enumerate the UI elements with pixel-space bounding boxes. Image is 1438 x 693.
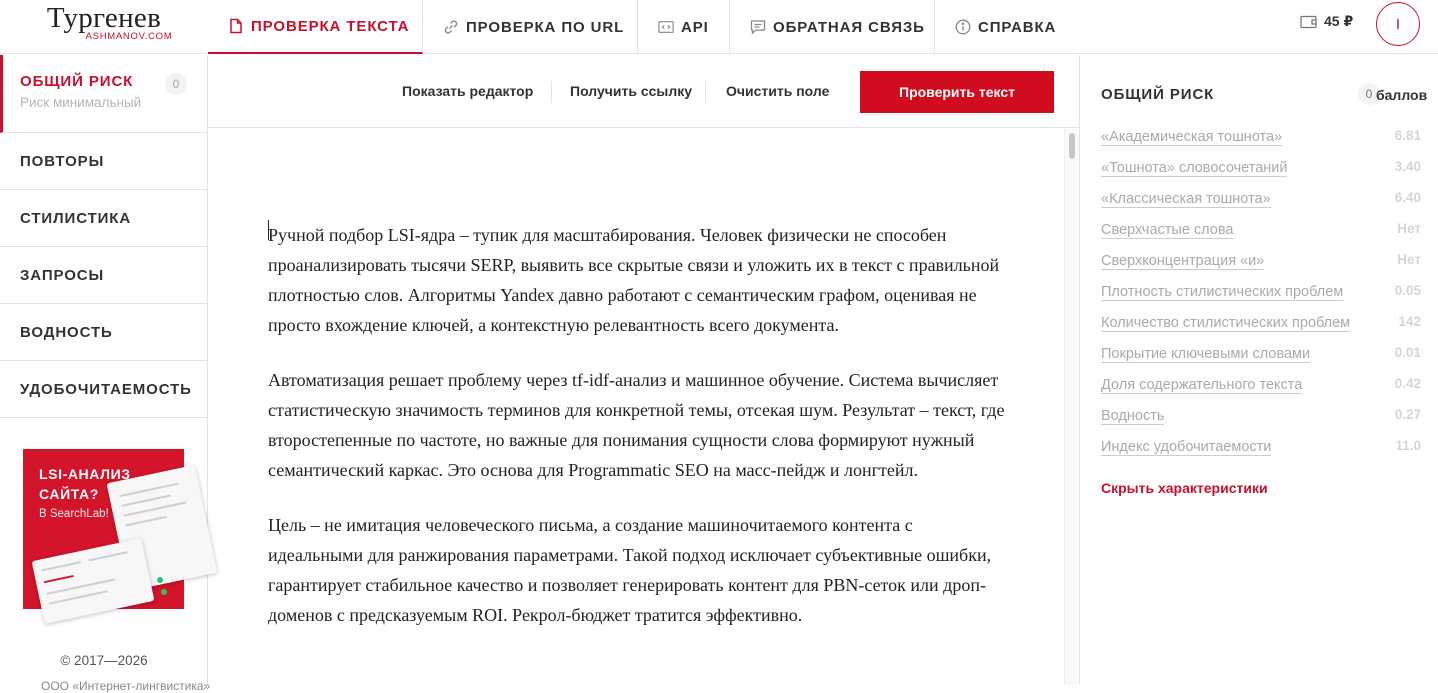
balance[interactable] bbox=[1300, 13, 1353, 30]
sidebar-item-stylistics[interactable]: СТИЛИСТИКА bbox=[0, 190, 207, 247]
banner-dot bbox=[161, 589, 167, 595]
metric-row bbox=[1101, 190, 1421, 221]
metric-value: 11.0 bbox=[1395, 438, 1421, 453]
sidebar-item-readability[interactable]: УДОБОЧИТАЕМОСТЬ bbox=[0, 361, 207, 418]
logo[interactable] bbox=[0, 0, 208, 54]
metric-name[interactable]: «Тошнота» словосочетаний bbox=[1101, 160, 1288, 176]
tab-feedback-label: ОБРАТНАЯ СВЯЗЬ bbox=[773, 18, 925, 36]
metric-row bbox=[1101, 252, 1421, 283]
banner-illustration-card bbox=[32, 538, 155, 624]
sidebar-item-wateriness[interactable]: ВОДНОСТЬ bbox=[0, 304, 207, 361]
toolbar-divider bbox=[705, 81, 706, 103]
metric-value: 0.27 bbox=[1394, 407, 1421, 422]
balance-value: 45 ₽ bbox=[1324, 13, 1354, 29]
metric-name[interactable]: Индекс удобочитаемости bbox=[1101, 439, 1272, 455]
tab-feedback[interactable] bbox=[730, 0, 935, 54]
metric-name[interactable]: Доля содержательного текста bbox=[1101, 377, 1303, 393]
tab-text-check-label: ПРОВЕРКА ТЕКСТА bbox=[251, 17, 410, 35]
sidebar-item-queries[interactable]: ЗАПРОСЫ bbox=[0, 247, 207, 304]
metric-value: Нет bbox=[1397, 252, 1421, 267]
text-content[interactable] bbox=[268, 220, 1008, 655]
metric-value: 6.40 bbox=[1394, 190, 1421, 205]
user-avatar[interactable]: I bbox=[1376, 2, 1420, 46]
tab-url-check[interactable] bbox=[423, 0, 638, 54]
link-icon bbox=[443, 19, 459, 35]
company-name: ООО «Интернет-лингвистика» bbox=[41, 679, 211, 693]
logo-subtitle: ASHMANOV.COM bbox=[85, 31, 173, 42]
metrics-title: ОБЩИЙ РИСК bbox=[1101, 86, 1215, 103]
get-link-button[interactable]: Получить ссылку bbox=[570, 83, 693, 99]
tab-text-check[interactable] bbox=[208, 0, 423, 54]
text-paragraph: Автоматизация решает проблему через tf-idf-анализ и машинное обучение. Система вычисляет статистическую значимость терминов для конкретной темы, отсекая шум. Результат – текст, где второстепенные по частоте, но важные для понимания сущности слова формируют нужный семантический каркас. Это основа для Programmatic SEO на масс-пейдж и лонгтейл. bbox=[268, 370, 1005, 480]
clear-field-button[interactable]: Очистить поле bbox=[726, 83, 830, 99]
toolbar-divider bbox=[551, 81, 552, 103]
text-paragraph: Цель – не имитация человеческого письма, а создание машиночитаемого контента с идеальными для ранжирования параметрами. Такой подход исключает субъективные ошибки, гарантирует стабильное качество и позволяет генерировать контент для PBN-сеток или дроп-доменов с предсказуемым ROI. Рекрол-бюджет тратится эффективно. bbox=[268, 515, 992, 625]
metric-row bbox=[1101, 345, 1421, 376]
document-icon bbox=[228, 18, 244, 34]
metric-row bbox=[1101, 438, 1421, 469]
editor-toolbar bbox=[208, 55, 1079, 128]
metric-row bbox=[1101, 221, 1421, 252]
metric-value: 0.05 bbox=[1394, 283, 1421, 298]
sidebar-item-repeats[interactable]: ПОВТОРЫ bbox=[0, 133, 207, 190]
metric-name[interactable]: «Академическая тошнота» bbox=[1101, 129, 1283, 145]
metric-name[interactable]: Сверхконцентрация «и» bbox=[1101, 253, 1265, 269]
editor-scrollbar[interactable] bbox=[1064, 129, 1078, 685]
metric-name[interactable]: «Классическая тошнота» bbox=[1101, 191, 1271, 207]
metrics-list bbox=[1101, 128, 1421, 469]
tab-help-label: СПРАВКА bbox=[978, 18, 1057, 36]
metric-value: 0.42 bbox=[1394, 376, 1421, 391]
top-header bbox=[0, 0, 1438, 54]
text-editor[interactable] bbox=[208, 129, 1079, 685]
tab-url-check-label: ПРОВЕРКА ПО URL bbox=[466, 18, 625, 36]
metric-name[interactable]: Покрытие ключевыми словами bbox=[1101, 346, 1311, 362]
metrics-panel bbox=[1079, 55, 1438, 685]
logo-title: Тургенев bbox=[46, 2, 162, 34]
metric-value: 6.81 bbox=[1394, 128, 1421, 143]
metric-value: Нет bbox=[1397, 221, 1421, 236]
tab-help[interactable] bbox=[935, 0, 1071, 54]
metric-row bbox=[1101, 314, 1421, 345]
metric-row bbox=[1101, 128, 1421, 159]
sidebar-risk-count: 0 bbox=[165, 73, 187, 95]
hide-metrics-link[interactable]: Скрыть характеристики bbox=[1101, 480, 1268, 496]
info-icon bbox=[955, 19, 971, 35]
metric-row bbox=[1101, 159, 1421, 190]
metric-name[interactable]: Количество стилистических проблем bbox=[1101, 315, 1351, 331]
metric-value: 0.01 bbox=[1394, 345, 1421, 360]
sidebar-item-overall-risk[interactable] bbox=[0, 55, 207, 133]
metric-row bbox=[1101, 376, 1421, 407]
code-icon bbox=[658, 19, 674, 35]
sidebar-risk-subtitle: Риск минимальный bbox=[20, 95, 142, 110]
chat-icon bbox=[750, 19, 766, 35]
banner-title: LSI-АНАЛИЗ САЙТА? bbox=[39, 466, 131, 502]
metrics-score: 0 bbox=[1358, 83, 1380, 105]
copyright: © 2017—2026 bbox=[60, 653, 148, 668]
tab-api-label: API bbox=[681, 18, 709, 36]
main-area bbox=[208, 55, 1079, 685]
banner-subtitle: В SearchLab! bbox=[39, 508, 109, 520]
searchlab-banner[interactable] bbox=[23, 449, 184, 609]
metric-row bbox=[1101, 283, 1421, 314]
text-paragraph: Ручной подбор LSI-ядра – тупик для масштабирования. Человек физически не способен проанализировать тысячи SERP, выявить все скрытые связи и уложить их в текст с правильной плотностью слов. Алгоритмы Yandex давно работают с семантическим графом, оценивая не просто вхождение ключей, а контекстную релевантность всего документа. bbox=[268, 225, 1000, 335]
show-editor-link[interactable]: Показать редактор bbox=[402, 83, 534, 99]
metric-row bbox=[1101, 407, 1421, 438]
metrics-score-unit: баллов bbox=[1376, 87, 1428, 103]
metric-name[interactable]: Водность bbox=[1101, 408, 1165, 424]
metric-name[interactable]: Сверхчастые слова bbox=[1101, 222, 1234, 238]
scrollbar-thumb[interactable] bbox=[1069, 133, 1075, 159]
sidebar-risk-title: ОБЩИЙ РИСК bbox=[20, 73, 134, 90]
wallet-icon bbox=[1300, 14, 1318, 30]
banner-dot bbox=[157, 577, 163, 583]
check-text-button[interactable]: Проверить текст bbox=[860, 71, 1054, 113]
metric-value: 142 bbox=[1398, 314, 1421, 329]
left-sidebar bbox=[0, 55, 211, 693]
metric-value: 3.40 bbox=[1394, 159, 1421, 174]
tab-api[interactable] bbox=[638, 0, 730, 54]
main-nav bbox=[208, 0, 1071, 54]
metric-name[interactable]: Плотность стилистических проблем bbox=[1101, 284, 1344, 300]
